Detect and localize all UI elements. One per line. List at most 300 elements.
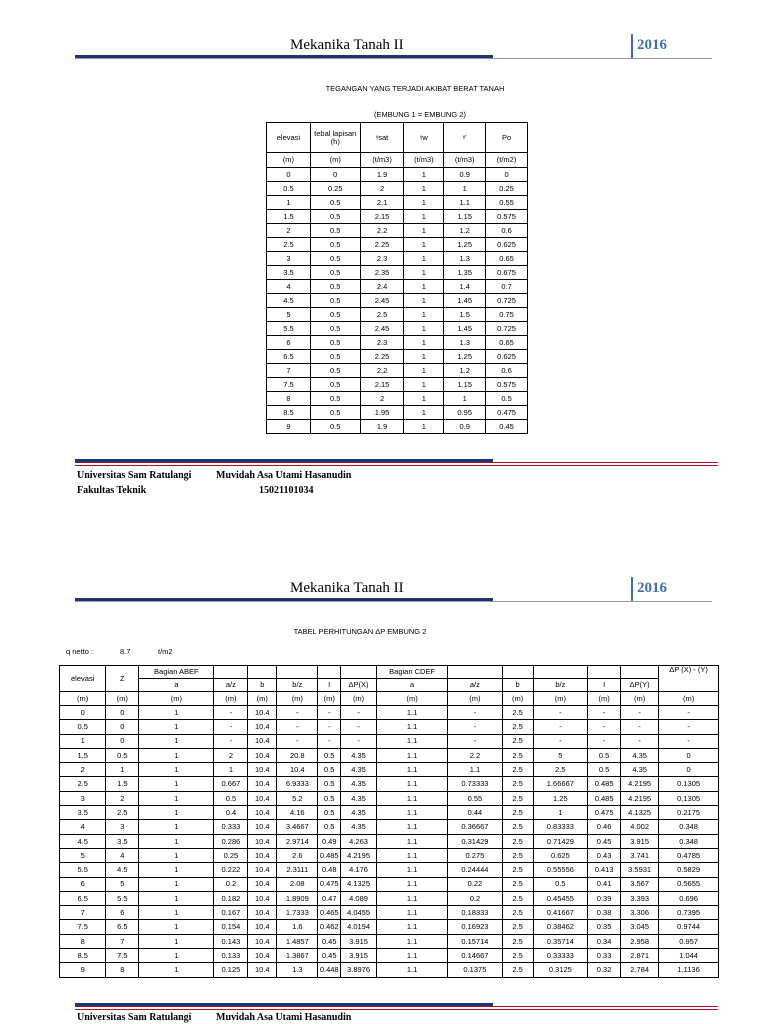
table-cell: 2.5	[502, 720, 533, 734]
table-row	[60, 891, 719, 905]
table-cell: 1	[404, 350, 444, 364]
table-row	[60, 949, 719, 963]
table-cell: 6	[106, 906, 139, 920]
table-cell: 8	[60, 934, 106, 948]
table-cell: 2.08	[277, 877, 318, 891]
table-row	[267, 266, 528, 280]
table-cell: 1	[404, 280, 444, 294]
unit-cell: (t/m3)	[360, 153, 404, 168]
table-row	[267, 322, 528, 336]
page2-footer-blue-rule	[75, 1003, 493, 1006]
table-cell: -	[277, 706, 318, 720]
column-header: ᵞsat	[360, 123, 404, 153]
unit-cell: (m)	[106, 692, 139, 706]
table-cell: 0.16923	[448, 920, 503, 934]
table-cell: 2.5	[502, 706, 533, 720]
table-cell: 0.485	[588, 777, 621, 791]
table-cell: 0.5	[310, 420, 360, 434]
table-cell: 1.5	[106, 777, 139, 791]
page1-footer-faculty: Fakultas Teknik	[77, 485, 147, 496]
table-row	[60, 863, 719, 877]
table-row	[60, 920, 719, 934]
unit-cell: (m)	[588, 692, 621, 706]
table-cell: 0.5	[310, 392, 360, 406]
table-cell: 0.2	[448, 891, 503, 905]
unit-cell: (m)	[502, 692, 533, 706]
unit-cell: (m)	[310, 153, 360, 168]
table-cell: 0.55	[448, 791, 503, 805]
table-cell: -	[588, 706, 621, 720]
table-cell: 0.45	[318, 949, 341, 963]
table-cell: 7	[60, 906, 106, 920]
empty-header-cell	[621, 666, 659, 679]
table-cell: 0.5829	[659, 863, 719, 877]
table-cell: 0.5	[318, 806, 341, 820]
table-cell: 4.2195	[341, 848, 377, 862]
table-cell: 0	[310, 168, 360, 182]
table-cell: 3.5	[106, 834, 139, 848]
table-cell: 0.1305	[659, 791, 719, 805]
table-cell: 1.5	[444, 308, 486, 322]
table-cell: 1	[404, 322, 444, 336]
table-cell: 2.9714	[277, 834, 318, 848]
group-header-abef: Bagian ABEF	[139, 666, 214, 679]
table-cell: 1	[404, 238, 444, 252]
table-cell: 2.5	[502, 734, 533, 748]
column-header: elevasi	[267, 123, 311, 153]
table-cell: 1.8909	[277, 891, 318, 905]
table-cell: 1.5	[60, 748, 106, 762]
table-cell: 0.48	[318, 863, 341, 877]
table-cell: 0.5	[588, 763, 621, 777]
table-cell: 1	[139, 934, 214, 948]
table-cell: 0.25	[214, 848, 248, 862]
column-header-elevasi: elevasi	[60, 666, 106, 692]
table-row	[60, 934, 719, 948]
table-cell: 0	[659, 763, 719, 777]
table-cell: -	[533, 706, 588, 720]
table-cell: 1.1	[377, 906, 448, 920]
table-cell: 1.95	[360, 406, 404, 420]
table-row	[60, 834, 719, 848]
table-cell: 2.5	[106, 806, 139, 820]
table-cell: 0.34	[588, 934, 621, 948]
table-cell: 1	[139, 706, 214, 720]
table-row	[267, 224, 528, 238]
table-row	[60, 820, 719, 834]
table-cell: 0.475	[318, 877, 341, 891]
table-cell: 0.47	[318, 891, 341, 905]
table-cell: 0.5	[310, 322, 360, 336]
table-cell: 0.38	[588, 906, 621, 920]
column-header: ᵞ'	[444, 123, 486, 153]
table-cell: 0.465	[318, 906, 341, 920]
table-cell: 1.1136	[659, 963, 719, 977]
table-cell: 0.39	[588, 891, 621, 905]
table-row	[267, 308, 528, 322]
column-header: b/z	[533, 679, 588, 692]
table-cell: 4.0194	[341, 920, 377, 934]
table-cell: 5	[267, 308, 311, 322]
table-cell: 1.15	[444, 378, 486, 392]
table-cell: 0.5	[310, 406, 360, 420]
table-row	[267, 392, 528, 406]
table-cell: 0.5655	[659, 877, 719, 891]
table-cell: 10.4	[248, 877, 277, 891]
page1-header-title: Mekanika Tanah II	[290, 37, 404, 53]
table-cell: 0.725	[486, 322, 528, 336]
table-cell: 4.35	[341, 763, 377, 777]
table-cell: 2.5	[502, 777, 533, 791]
table-cell: 2.5	[502, 820, 533, 834]
table-cell: -	[214, 720, 248, 734]
table-row	[267, 238, 528, 252]
table-cell: 2.5	[502, 863, 533, 877]
table-cell: 10.4	[248, 734, 277, 748]
table-cell: 0.725	[486, 294, 528, 308]
table-cell: 0.475	[486, 406, 528, 420]
table-cell: 1.1	[377, 734, 448, 748]
table-cell: 0.41667	[533, 906, 588, 920]
table-cell: 3.741	[621, 848, 659, 862]
table-cell: 0.5	[310, 336, 360, 350]
table-cell: 3.915	[621, 834, 659, 848]
table-cell: -	[588, 720, 621, 734]
table-cell: 1	[139, 748, 214, 762]
table-cell: 3.5	[267, 266, 311, 280]
table-cell: 3	[60, 791, 106, 805]
table-cell: 0.71429	[533, 834, 588, 848]
table-cell: 2.5	[502, 763, 533, 777]
table-cell: 0.15714	[448, 934, 503, 948]
page2-header-title: Mekanika Tanah II	[290, 580, 404, 596]
table-cell: 0.83333	[533, 820, 588, 834]
table-cell: 0.75	[486, 308, 528, 322]
table-cell: 2.25	[360, 238, 404, 252]
table-cell: 2.5	[502, 963, 533, 977]
table-cell: 3.567	[621, 877, 659, 891]
table-cell: 8	[106, 963, 139, 977]
unit-cell: (m)	[248, 692, 277, 706]
table-cell: 1.25	[444, 238, 486, 252]
table-cell: 0	[659, 748, 719, 762]
table-cell: 2.15	[360, 210, 404, 224]
column-header-delta-p-diff: ΔP (X) - (Y)	[659, 666, 719, 692]
table-cell: 4.5	[60, 834, 106, 848]
table-cell: 10.4	[277, 763, 318, 777]
table-units-row	[60, 692, 719, 706]
table-cell: 1.25	[533, 791, 588, 805]
table-row	[60, 777, 719, 791]
table-cell: 2.1	[360, 196, 404, 210]
table-cell: 0.348	[659, 820, 719, 834]
table-row	[267, 196, 528, 210]
table-cell: 1	[404, 252, 444, 266]
table-cell: 2.5	[502, 834, 533, 848]
empty-header-cell	[214, 666, 248, 679]
table-row	[267, 378, 528, 392]
table-cell: 0.65	[486, 336, 528, 350]
table-cell: -	[448, 706, 503, 720]
table-cell: 2.5	[502, 877, 533, 891]
page1-header-blue-rule	[75, 55, 493, 58]
table-cell: 6	[60, 877, 106, 891]
table-cell: 2.5	[502, 848, 533, 862]
table-cell: 0.33	[588, 949, 621, 963]
table-cell: -	[214, 706, 248, 720]
column-header: I	[588, 679, 621, 692]
page2-header-year: 2016	[637, 580, 667, 596]
table-row	[60, 906, 719, 920]
table-cell: 0.9	[444, 420, 486, 434]
table-cell: 2.5	[502, 748, 533, 762]
table-units-row	[267, 153, 528, 168]
table-cell: 1.1	[377, 934, 448, 948]
table-cell: -	[659, 720, 719, 734]
table-cell: 8.5	[60, 949, 106, 963]
table-cell: 1.1	[377, 806, 448, 820]
page2-header-divider	[631, 577, 633, 601]
page2-header-rule	[75, 601, 712, 602]
table-cell: 0.133	[214, 949, 248, 963]
table-cell: 0.55556	[533, 863, 588, 877]
table-cell: 1	[404, 182, 444, 196]
table-row	[60, 848, 719, 862]
table-cell: 10.4	[248, 720, 277, 734]
table-cell: 0.32	[588, 963, 621, 977]
table-cell: 1	[139, 820, 214, 834]
table-cell: 1	[404, 336, 444, 350]
table-cell: 0.333	[214, 820, 248, 834]
table-cell: 2.5	[360, 308, 404, 322]
table-cell: 1.9	[360, 168, 404, 182]
table-row	[60, 748, 719, 762]
unit-cell: (m)	[448, 692, 503, 706]
table-cell: 0.125	[214, 963, 248, 977]
table-cell: 0.45	[588, 834, 621, 848]
unit-cell: (m)	[277, 692, 318, 706]
table-cell: 1	[444, 392, 486, 406]
table-cell: 0.575	[486, 210, 528, 224]
table-cell: 0.348	[659, 834, 719, 848]
table-cell: 10.4	[248, 949, 277, 963]
table-cell: 0.73333	[448, 777, 503, 791]
table-cell: 1	[106, 763, 139, 777]
table-cell: 10.4	[248, 706, 277, 720]
table-cell: 1.1	[377, 834, 448, 848]
table-cell: 2.3	[360, 336, 404, 350]
table-cell: 0	[106, 734, 139, 748]
table-cell: 5.2	[277, 791, 318, 805]
table-cell: 1.044	[659, 949, 719, 963]
empty-header-cell	[277, 666, 318, 679]
table-cell: 2.35	[360, 266, 404, 280]
table-cell: 2.871	[621, 949, 659, 963]
table-cell: 0.7	[486, 280, 528, 294]
column-header: a	[139, 679, 214, 692]
table-cell: 0.95	[444, 406, 486, 420]
table-cell: -	[533, 734, 588, 748]
table-cell: 4.35	[341, 791, 377, 805]
table-cell: 0.462	[318, 920, 341, 934]
table-row	[267, 294, 528, 308]
table-cell: 7	[106, 934, 139, 948]
table-cell: 2.5	[502, 920, 533, 934]
column-header-z: Z	[106, 666, 139, 692]
table-cell: 1	[533, 806, 588, 820]
table-cell: 1	[444, 182, 486, 196]
table-cell: 5.5	[60, 863, 106, 877]
table-cell: 3.4667	[277, 820, 318, 834]
table-cell: 1	[139, 763, 214, 777]
table-cell: 0.4	[214, 806, 248, 820]
unit-cell: (m)	[377, 692, 448, 706]
table-cell: 0.5	[310, 378, 360, 392]
empty-header-cell	[502, 666, 533, 679]
unit-cell: (t/m3)	[404, 153, 444, 168]
table-row	[60, 720, 719, 734]
table-cell: 0.24444	[448, 863, 503, 877]
table-cell: 0.38462	[533, 920, 588, 934]
table-cell: 5	[60, 848, 106, 862]
table-cell: 3.045	[621, 920, 659, 934]
table-cell: 0.7395	[659, 906, 719, 920]
table-cell: 20.8	[277, 748, 318, 762]
table-cell: 0.45	[318, 934, 341, 948]
table-cell: 1	[139, 906, 214, 920]
table-cell: 10.4	[248, 848, 277, 862]
table-cell: 0.9744	[659, 920, 719, 934]
table-row	[60, 877, 719, 891]
table-cell: -	[277, 720, 318, 734]
table-cell: 1	[139, 720, 214, 734]
table-cell: 9	[60, 963, 106, 977]
table-cell: 4.263	[341, 834, 377, 848]
table-cell: 1.1	[448, 763, 503, 777]
table-cell: 2	[214, 748, 248, 762]
table-cell: 0.25	[486, 182, 528, 196]
table-cell: 1.3	[444, 252, 486, 266]
table-cell: 1	[404, 378, 444, 392]
table-cell: 8.5	[267, 406, 311, 420]
table-cell: 0.5	[310, 350, 360, 364]
table-cell: 6.5	[60, 891, 106, 905]
table-cell: 1.1	[377, 720, 448, 734]
table-cell: -	[341, 706, 377, 720]
table-cell: 1.2	[444, 364, 486, 378]
table-cell: 1.1	[377, 877, 448, 891]
column-header: a/z	[214, 679, 248, 692]
table-cell: 1	[139, 863, 214, 877]
table-cell: 2.784	[621, 963, 659, 977]
table-cell: -	[318, 706, 341, 720]
table-cell: 0.625	[486, 238, 528, 252]
table-cell: 1	[139, 848, 214, 862]
table-cell: 1.1	[377, 920, 448, 934]
table-cell: 0.5	[310, 210, 360, 224]
qnetto-unit: t/m2	[158, 647, 173, 656]
table-cell: 2.5	[502, 891, 533, 905]
table-cell: 1	[404, 266, 444, 280]
table-cell: 4.002	[621, 820, 659, 834]
column-header: b/z	[277, 679, 318, 692]
qnetto-value: 8.7	[120, 647, 131, 656]
table-cell: 0.1375	[448, 963, 503, 977]
table-cell: 0.5	[214, 791, 248, 805]
table-cell: 0.143	[214, 934, 248, 948]
table-cell: 4.35	[341, 777, 377, 791]
table-cell: 1.6	[277, 920, 318, 934]
table-cell: 10.4	[248, 748, 277, 762]
page2-footer-name: Muvidah Asa Utami Hasanudin	[216, 1012, 352, 1023]
table-cell: 0.6	[486, 224, 528, 238]
column-header: a/z	[448, 679, 503, 692]
table-cell: 4.5	[267, 294, 311, 308]
table-cell: 1	[139, 949, 214, 963]
table-cell: 1.7333	[277, 906, 318, 920]
page1-footer-blue-rule	[75, 459, 493, 462]
table-cell: 5.5	[267, 322, 311, 336]
table-cell: 8	[267, 392, 311, 406]
table-cell: 1	[404, 364, 444, 378]
table-cell: 0.45455	[533, 891, 588, 905]
table-cell: 0.957	[659, 934, 719, 948]
table-cell: 4.1325	[341, 877, 377, 891]
table-cell: 1.1	[377, 963, 448, 977]
table-cell: 0.5	[533, 877, 588, 891]
empty-header-cell	[533, 666, 588, 679]
table-row	[267, 252, 528, 266]
table-cell: 0.33333	[533, 949, 588, 963]
table-cell: 0.36667	[448, 820, 503, 834]
table-cell: 1	[404, 308, 444, 322]
page1-caption-title: TEGANGAN YANG TERJADI AKIBAT BERAT TANAH	[325, 84, 505, 93]
table-cell: 1	[404, 210, 444, 224]
table-cell: 2.5	[502, 949, 533, 963]
table-cell: 1	[139, 920, 214, 934]
table-row	[60, 763, 719, 777]
table-cell: 0.5	[318, 763, 341, 777]
page2-caption-title: TABEL PERHITUNGAN ΔP EMBUNG 2	[293, 627, 427, 636]
table-cell: 5	[106, 877, 139, 891]
table-cell: 0.9	[444, 168, 486, 182]
empty-header-cell	[588, 666, 621, 679]
table-cell: 0.5	[318, 820, 341, 834]
table-cell: 4.35	[621, 748, 659, 762]
table-cell: 0.5	[267, 182, 311, 196]
table-cell: 1.1	[377, 777, 448, 791]
unit-cell: (m)	[60, 692, 106, 706]
table-cell: 10.4	[248, 963, 277, 977]
table-cell: 1.1	[377, 706, 448, 720]
table-subheader-row	[60, 679, 719, 692]
table-cell: 10.4	[248, 934, 277, 948]
table-cell: 0.1305	[659, 777, 719, 791]
table-cell: 4.35	[341, 806, 377, 820]
table-cell: 0.5	[310, 280, 360, 294]
table-row	[267, 168, 528, 182]
table-cell: -	[341, 720, 377, 734]
unit-cell: (m)	[318, 692, 341, 706]
table-cell: 0.696	[659, 891, 719, 905]
table-cell: 1	[267, 196, 311, 210]
table-row	[60, 791, 719, 805]
page1-footer-name: Muvidah Asa Utami Hasanudin	[216, 470, 352, 481]
table-cell: 3.5	[60, 806, 106, 820]
empty-header-cell	[448, 666, 503, 679]
table-cell: 2	[360, 182, 404, 196]
table-cell: 0.46	[588, 820, 621, 834]
